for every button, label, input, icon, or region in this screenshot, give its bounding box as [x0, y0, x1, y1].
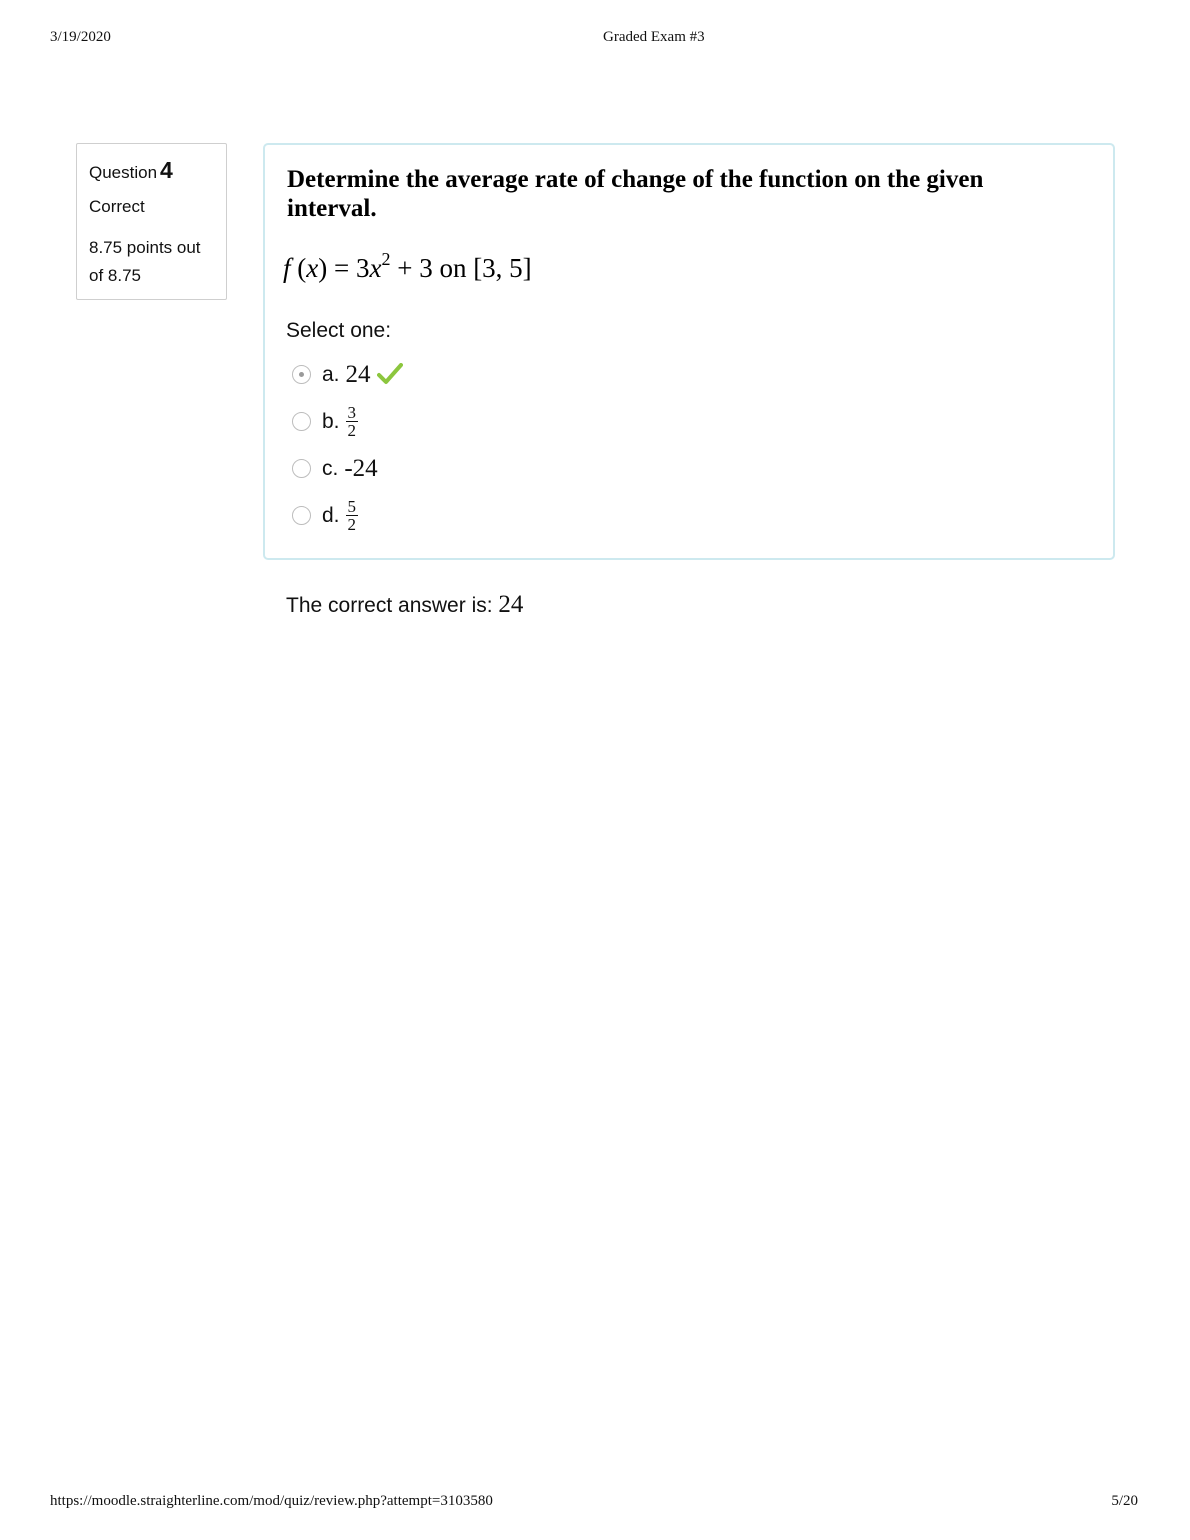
- question-grade: 8.75 points out of 8.75: [89, 238, 201, 285]
- option-letter: b.: [322, 409, 340, 433]
- print-header-title: Graded Exam #3: [603, 29, 705, 45]
- question-formula: f $(x) = 3x^2 + 3$ on [3, 5]: [283, 249, 532, 283]
- feedback-label: The correct answer is:: [286, 594, 499, 617]
- option-fraction: [346, 404, 359, 439]
- formula-equals-part: = 3: [327, 253, 370, 283]
- answer-options: [292, 351, 403, 539]
- select-prompt: Select one:: [286, 319, 392, 342]
- formula-exponent: 2: [381, 249, 391, 269]
- correct-answer-feedback: [286, 591, 523, 619]
- option-value: -24: [344, 454, 378, 482]
- question-content-panel: [263, 143, 1115, 560]
- print-footer-url: https://moodle.straighterline.com/mod/quiz/review.php?attempt=3103580: [50, 1493, 493, 1509]
- question-label: Question: [89, 163, 158, 182]
- formula-variable-2: x: [369, 253, 382, 283]
- formula-function: f: [283, 253, 291, 283]
- radio-button-d[interactable]: [292, 506, 311, 525]
- print-footer-page: 5/20: [1111, 1493, 1138, 1509]
- question-number-line: [89, 158, 214, 185]
- question-info-panel: [76, 143, 227, 300]
- answer-option-c[interactable]: [292, 445, 403, 492]
- formula-rest: + 3 on [3, 5]: [390, 253, 532, 283]
- answer-option-d[interactable]: [292, 492, 403, 539]
- feedback-value: 24: [498, 591, 524, 618]
- answer-option-a[interactable]: [292, 351, 403, 398]
- radio-button-b[interactable]: [292, 412, 311, 431]
- option-letter: a.: [322, 362, 340, 386]
- formula-variable: x: [306, 253, 319, 283]
- fraction-denominator: 2: [347, 421, 357, 440]
- option-value: 24: [345, 360, 371, 388]
- option-fraction: [346, 498, 359, 533]
- option-letter: d.: [322, 503, 340, 527]
- checkmark-icon: [377, 363, 403, 390]
- answer-option-b[interactable]: [292, 398, 403, 445]
- radio-button-c[interactable]: [292, 459, 311, 478]
- radio-button-a[interactable]: [292, 365, 311, 384]
- question-number: 4: [160, 157, 173, 183]
- option-letter: c.: [322, 456, 339, 480]
- print-header-date: 3/19/2020: [50, 29, 111, 45]
- fraction-numerator: 3: [347, 403, 357, 422]
- question-state: Correct: [89, 197, 145, 216]
- fraction-denominator: 2: [347, 515, 357, 534]
- fraction-numerator: 5: [347, 497, 357, 516]
- question-text: Determine the average rate of change of the function on the given interval.: [287, 166, 984, 222]
